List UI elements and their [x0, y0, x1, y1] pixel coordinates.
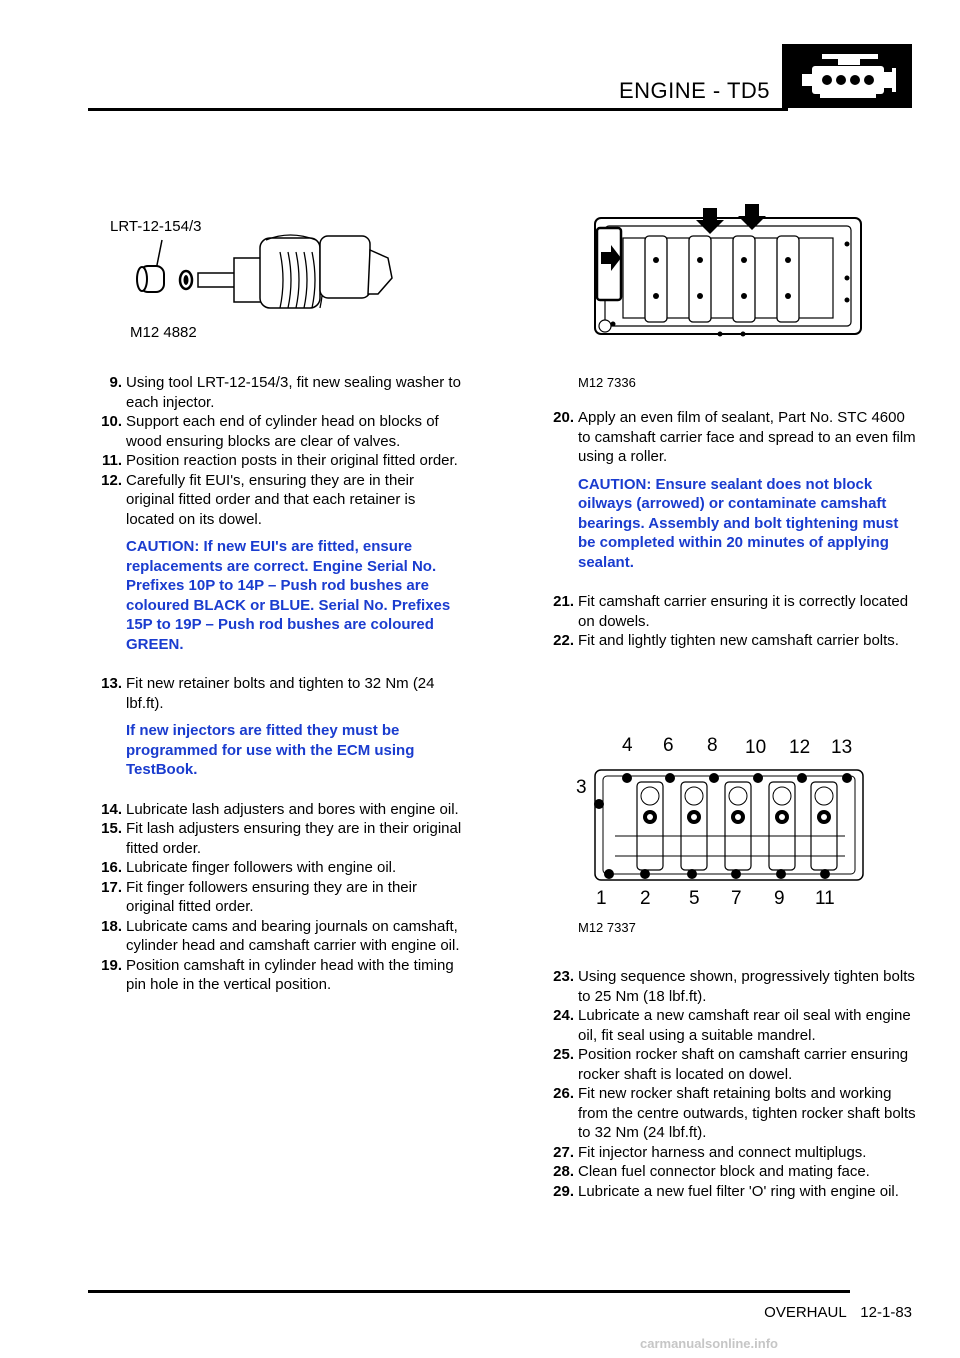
watermark: carmanualsonline.info: [640, 1336, 778, 1351]
step-29: 29. Lubricate a new fuel filter 'O' ring with engine oil.: [553, 1182, 899, 1200]
camshaft-carrier-illustration: [585, 200, 870, 350]
step-22: 22. Fit and lightly tighten new camshaft carrier bolts.: [553, 632, 899, 649]
step-12: 12. Carefully fit EUI's, ensuring they are in their original fitted order and that each retainer is located on its dowel.: [101, 471, 416, 528]
sequence-number: 9: [774, 888, 785, 909]
step-11: 11. Position reaction posts in their original fitted order.: [101, 452, 458, 469]
step-15: 15. Fit lash adjusters ensuring they are in their original fitted order.: [101, 820, 462, 857]
sequence-number: 13: [831, 737, 853, 758]
step-23: 23. Using sequence shown, progressively tighten bolts to 25 Nm (18 lbf.ft).: [553, 968, 915, 1005]
right-column-upper: [540, 408, 918, 651]
sequence-number: 7: [731, 888, 742, 909]
step-24: 24. Lubricate a new camshaft rear oil seal with engine oil, fit seal using a suitable mandrel.: [553, 1007, 911, 1044]
step-25: 25. Position rocker shaft on camshaft carrier ensuring rocker shaft is located on dowel.: [553, 1046, 909, 1083]
sequence-number: 8: [707, 735, 718, 756]
sequence-number: 3: [576, 777, 587, 798]
page-footer: [754, 1304, 912, 1321]
step-13: 13. Fit new retainer bolts and tighten to 32 Nm (24 lbf.ft).: [101, 675, 435, 712]
step-9: 9. Using tool LRT-12-154/3, fit new sealing washer to each injector.: [109, 374, 461, 411]
sequence-number: 5: [689, 888, 700, 909]
right-column-lower: [540, 967, 918, 1201]
step-10: 10. Support each end of cylinder head on blocks of wood ensuring blocks are clear of valves.: [101, 413, 439, 450]
sequence-number: 1: [596, 888, 607, 909]
sequence-number: 12: [789, 737, 811, 758]
caution-eui: CAUTION: If new EUI's are fitted, ensure replacements are correct. Engine Serial No. Prefixes 10P to 14P – Push rod bushes are coloured BLACK or BLUE. Serial No. Prefixes 15P to 19P – Push rod bushes are coloured GREEN.: [126, 538, 451, 653]
sequence-number: 11: [815, 888, 835, 909]
page-header-title: ENGINE - TD5: [618, 78, 770, 103]
footer-section: OVERHAUL: [764, 1304, 847, 1321]
tool-label: LRT-12-154/3: [110, 218, 202, 235]
sequence-number: 2: [640, 888, 651, 909]
figure-caption-tool: M12 4882: [130, 324, 197, 341]
step-18: 18. Lubricate cams and bearing journals on camshaft, cylinder head and camshaft carrier with engine oil.: [101, 917, 460, 954]
step-17: 17. Fit finger followers ensuring they are in their original fitted order.: [101, 878, 417, 915]
figure-caption-sequence: M12 7337: [578, 920, 636, 935]
left-column: [88, 373, 466, 995]
sequence-number: 4: [622, 735, 633, 756]
caution-sealant: CAUTION: Ensure sealant does not block oilways (arrowed) or contaminate camshaft bearings. Assembly and bolt tightening must be completed within 20 minutes of applying sealant.: [578, 475, 899, 571]
tightening-sequence-illustration: [585, 760, 870, 885]
step-16: 16. Lubricate finger followers with engine oil.: [101, 859, 397, 876]
note-injectors: If new injectors are fitted they must be programmed for use with the ECM using TestBook.: [126, 722, 415, 778]
sequence-number: 6: [663, 735, 674, 756]
step-26: 26. Fit new rocker shaft retaining bolts and working from the centre outwards, tighten rocker shaft bolts to 32 Nm (24 lbf.ft).: [553, 1085, 916, 1141]
footer-page-number: 12-1-83: [860, 1304, 912, 1321]
sequence-number: 10: [745, 737, 767, 758]
injector-tool-illustration: [130, 228, 410, 328]
figure-caption-carrier: M12 7336: [578, 375, 636, 390]
step-14: 14. Lubricate lash adjusters and bores with engine oil.: [101, 800, 459, 818]
step-21: 21. Fit camshaft carrier ensuring it is correctly located on dowels.: [553, 593, 909, 630]
step-20: 20. Apply an even film of sealant, Part No. STC 4600 to camshaft carrier face and spread to an even film using a roller.: [553, 409, 916, 465]
step-19: 19. Position camshaft in cylinder head with the timing pin hole in the vertical position.: [101, 956, 454, 993]
footer-rule: [88, 1290, 850, 1293]
header-rule: [88, 108, 788, 111]
engine-block-icon: [782, 44, 912, 108]
step-27: 27. Fit injector harness and connect multiplugs.: [553, 1143, 867, 1161]
step-28: 28. Clean fuel connector block and mating face.: [553, 1163, 870, 1180]
